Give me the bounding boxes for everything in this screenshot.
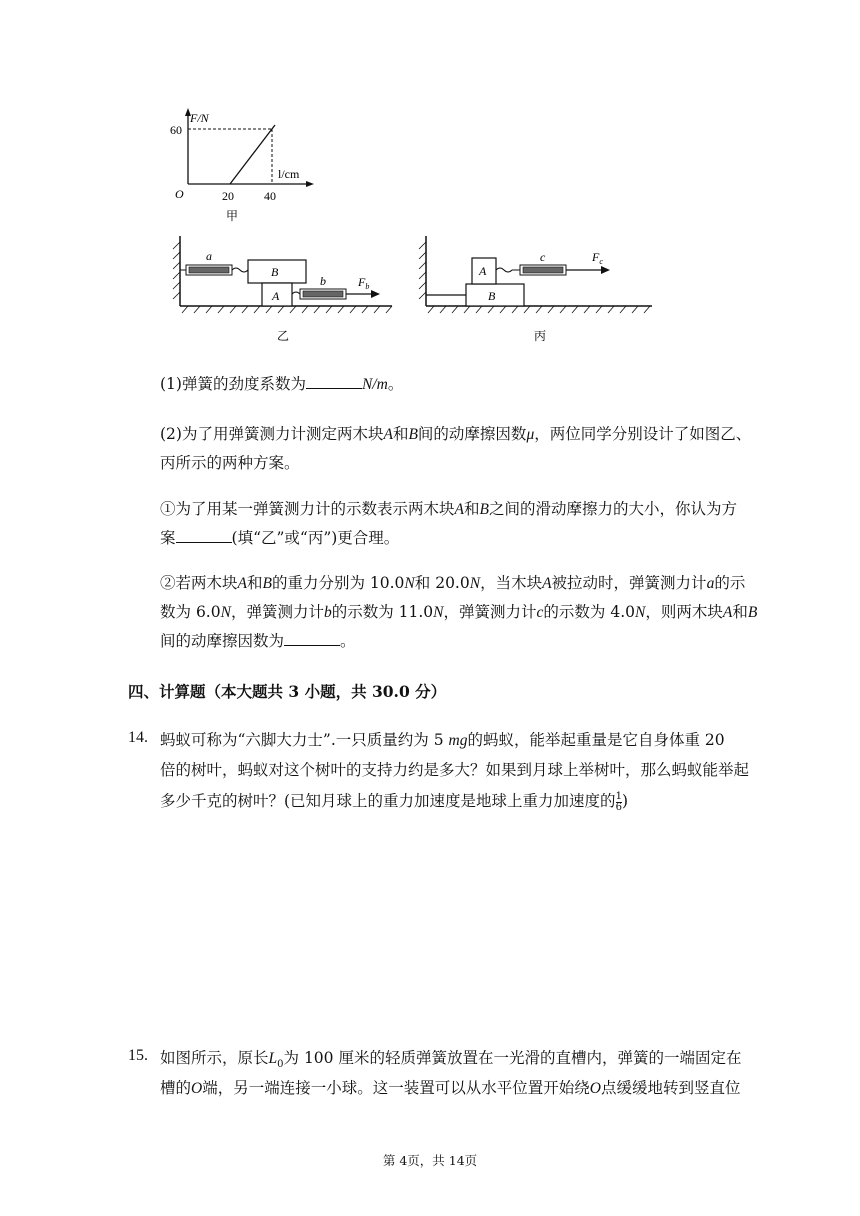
yi-force-label: $F_b$ <box>358 275 370 291</box>
q13-sub1-line1: ①为了用某一弹簧测力计的示数表示两木块A和B之间的滑动摩擦力的大小，你认为方 <box>160 500 737 518</box>
q14-line2: 倍的树叶，蚂蚁对这个树叶的支持力约是多大？如果到月球上举树叶，那么蚂蚁能举起 <box>160 761 750 779</box>
graph-origin: O <box>175 187 184 201</box>
figure-graph-jia <box>160 108 320 228</box>
bing-block-top-label: A <box>479 264 487 278</box>
spring-c-label: c <box>540 250 546 264</box>
bing-caption: 丙 <box>534 329 547 343</box>
yi-block-top-label: B <box>271 265 279 279</box>
q13-part1: (1)弹簧的劲度系数为 N/m。 <box>160 375 404 393</box>
q15-line2: 槽的O端，另一端连接一小球。这一装置可以从水平位置开始绕O点缓缓地转到竖直位 <box>160 1079 741 1097</box>
bing-block-bottom-label: B <box>488 289 496 303</box>
q14-line3: 多少千克的树叶？(已知月球上的重力加速度是地球上重力加速度的 $\frac{1}{6}$ ) <box>160 790 628 813</box>
yi-caption: 乙 <box>277 329 290 343</box>
graph-caption: 甲 <box>226 209 239 223</box>
q13-sub2-line1: ②若两木块A和B的重力分别为 10.0N和 20.0N，当木块A被拉动时，弹簧测力计a的示 <box>160 574 746 592</box>
page-footer: 第 4页，共 14页 <box>382 1153 478 1168</box>
figure-scheme-yi <box>170 234 400 346</box>
graph-x-tick-20: 20 <box>222 189 234 203</box>
q15-line1: 如图所示，原长$L_0$为 100 厘米的轻质弹簧放置在一光滑的直槽内，弹簧的一端固定在 <box>160 1049 742 1071</box>
section-heading: 四、计算题（本大题共 3 小题，共 30.0 分） <box>128 682 447 701</box>
fraction-one-sixth: $\frac{1}{6}$ <box>615 790 622 813</box>
answer-blank-3[interactable] <box>284 631 340 646</box>
q14-line1: 蚂蚁可称为“六脚大力士”.一只质量约为 5 mg的蚂蚁，能举起重量是它自身体重 20 <box>160 731 725 749</box>
graph-x-label: l/cm <box>278 167 300 181</box>
yi-block-bottom-label: A <box>272 289 280 303</box>
q13-part2-line2: 丙所示的两种方案。 <box>160 454 300 472</box>
bing-force-label: $F_c$ <box>592 250 603 266</box>
q13-sub1-line2: 案 (填“乙”或“丙”)更合理。 <box>160 529 400 547</box>
q14-number: 14. <box>128 729 148 746</box>
answer-blank-2[interactable] <box>176 528 232 543</box>
graph-x-tick-40: 40 <box>264 189 276 203</box>
spring-b-label: b <box>320 274 326 288</box>
q15-number: 15. <box>128 1047 148 1064</box>
graph-y-tick: 60 <box>170 123 182 137</box>
spring-a-label: a <box>206 249 212 263</box>
figure-scheme-bing <box>416 234 656 346</box>
graph-y-label: F/N <box>190 111 209 125</box>
answer-blank-1[interactable] <box>306 374 362 389</box>
q13-sub2-line2: 数为 6.0N，弹簧测力计b的示数为 11.0N，弹簧测力计c的示数为 4.0N，则两木块A和B <box>160 603 758 621</box>
q13-sub2-line3: 间的动摩擦因数为 。 <box>160 632 356 650</box>
q13-part2-line1: (2)为了用弹簧测力计测定两木块A和B间的动摩擦因数μ，两位同学分别设计了如图乙、 <box>160 425 752 443</box>
